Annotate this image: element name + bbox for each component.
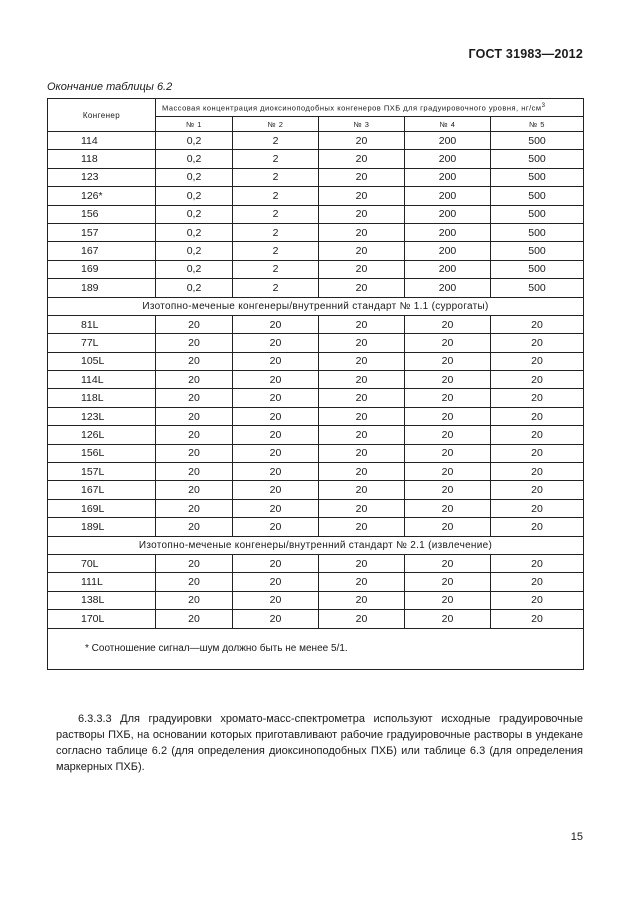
concentration-cell: 20 [233,407,319,425]
concentration-cell: 2 [233,187,319,205]
congener-name: 189 [48,279,156,297]
table-row [48,426,584,444]
footnote: * Соотношение сигнал—шум должно быть не менее 5/1. [48,628,584,669]
footnote-row [48,628,584,669]
concentration-cell: 20 [156,610,233,628]
congener-name: 123L [48,407,156,425]
concentration-cell: 20 [319,591,405,609]
table-row [48,444,584,462]
congener-name: 169 [48,260,156,278]
concentration-cell: 20 [156,371,233,389]
congener-name: 157 [48,223,156,241]
table-row [48,279,584,297]
concentration-cell: 20 [405,407,491,425]
concentration-cell: 2 [233,168,319,186]
concentration-cell: 200 [405,132,491,150]
concentration-cell: 20 [156,444,233,462]
concentration-cell: 20 [156,426,233,444]
concentration-cell: 20 [319,168,405,186]
congener-name: 167 [48,242,156,260]
congener-name: 123 [48,168,156,186]
concentration-cell: 20 [491,426,584,444]
concentration-cell: 20 [319,150,405,168]
concentration-cell: 20 [319,260,405,278]
concentration-cell: 20 [405,426,491,444]
concentration-cell: 20 [233,554,319,572]
table-row [48,315,584,333]
concentration-cell: 200 [405,279,491,297]
section-header-row [48,297,584,315]
concentration-cell: 500 [491,168,584,186]
concentration-cell: 2 [233,242,319,260]
concentration-cell: 20 [233,389,319,407]
concentration-cell: 20 [319,554,405,572]
table-row [48,371,584,389]
congener-name: 170L [48,610,156,628]
concentration-cell: 20 [156,407,233,425]
concentration-cell: 200 [405,242,491,260]
concentration-cell: 20 [319,132,405,150]
concentration-cell: 200 [405,260,491,278]
concentration-cell: 2 [233,260,319,278]
concentration-cell: 20 [405,518,491,536]
concentration-cell: 20 [491,499,584,517]
concentration-cell: 20 [156,573,233,591]
concentration-cell: 20 [233,371,319,389]
concentration-cell: 20 [405,444,491,462]
concentration-cell: 20 [319,334,405,352]
concentration-cell: 20 [491,371,584,389]
concentration-cell: 20 [491,389,584,407]
concentration-cell: 20 [156,334,233,352]
table-row [48,334,584,352]
table-row [48,223,584,241]
column-header-level: № 1 [156,117,233,132]
concentration-cell: 500 [491,187,584,205]
concentration-cell: 20 [319,315,405,333]
concentration-cell: 20 [156,499,233,517]
concentration-cell: 20 [233,352,319,370]
concentration-cell: 20 [319,481,405,499]
congener-name: 77L [48,334,156,352]
concentration-cell: 20 [491,554,584,572]
concentration-cell: 20 [319,463,405,481]
column-header-level: № 3 [319,117,405,132]
concentration-cell: 20 [491,518,584,536]
concentration-cell: 20 [156,591,233,609]
concentration-cell: 20 [319,389,405,407]
concentration-cell: 20 [491,463,584,481]
concentration-cell: 20 [491,352,584,370]
standard-number: ГОСТ 31983—2012 [468,47,583,61]
concentration-cell: 2 [233,223,319,241]
concentration-cell: 500 [491,260,584,278]
concentration-cell: 200 [405,168,491,186]
concentration-cell: 20 [405,499,491,517]
congener-name: 114 [48,132,156,150]
concentration-cell: 20 [233,315,319,333]
page-number: 15 [570,831,583,843]
concentration-cell: 20 [405,481,491,499]
concentration-cell: 20 [405,573,491,591]
concentration-cell: 0,2 [156,242,233,260]
concentration-cell: 20 [491,591,584,609]
concentration-cell: 20 [491,481,584,499]
section-title: Изотопно-меченые конгенеры/внутренний стандарт № 1.1 (суррогаты) [48,297,584,315]
table-row [48,463,584,481]
concentration-cell: 20 [319,407,405,425]
concentration-cell: 0,2 [156,223,233,241]
concentration-cell: 200 [405,187,491,205]
concentration-cell: 20 [156,352,233,370]
concentration-cell: 20 [156,481,233,499]
congener-name: 189L [48,518,156,536]
table-row [48,187,584,205]
concentration-cell: 500 [491,150,584,168]
table-row [48,481,584,499]
table-row [48,554,584,572]
paragraph-6-3-3-3: 6.3.3.3 Для градуировки хромато-масс-спектрометра используют исходные градуировочные растворы ПХБ, на основании которых приготавливают рабочие градуировочные растворы в ундекане согласно таблице 6.2 (для определения диоксиноподобных ПХБ) или таблице 6.3 (для определения маркерных ПХБ). [56,713,583,773]
concentration-cell: 20 [405,315,491,333]
concentration-cell: 20 [233,463,319,481]
concentration-cell: 2 [233,205,319,223]
concentration-cell: 0,2 [156,150,233,168]
congener-name: 156L [48,444,156,462]
concentration-cell: 20 [491,334,584,352]
congener-name: 138L [48,591,156,609]
concentration-cell: 500 [491,242,584,260]
congener-name: 118 [48,150,156,168]
concentration-cell: 20 [233,499,319,517]
concentration-cell: 20 [405,334,491,352]
concentration-cell: 20 [491,315,584,333]
congener-name: 156 [48,205,156,223]
concentration-cell: 0,2 [156,187,233,205]
concentration-cell: 500 [491,205,584,223]
concentration-cell: 20 [491,610,584,628]
section-header-row [48,536,584,554]
concentration-cell: 20 [319,499,405,517]
concentration-cell: 2 [233,279,319,297]
concentration-cell: 20 [405,591,491,609]
concentration-cell: 20 [319,242,405,260]
concentration-cell: 20 [156,389,233,407]
table-row [48,573,584,591]
concentration-cell: 500 [491,132,584,150]
concentration-cell: 0,2 [156,279,233,297]
concentration-cell: 20 [156,554,233,572]
column-header-congener: Конгенер [48,99,156,132]
concentration-cell: 20 [156,463,233,481]
concentration-cell: 2 [233,150,319,168]
concentration-cell: 20 [405,352,491,370]
concentration-cell: 20 [233,481,319,499]
concentration-cell: 20 [233,591,319,609]
table-row [48,205,584,223]
table-row [48,499,584,517]
concentration-cell: 20 [319,187,405,205]
concentration-cell: 20 [405,463,491,481]
congener-name: 105L [48,352,156,370]
column-header-level: № 2 [233,117,319,132]
concentration-cell: 20 [491,573,584,591]
concentration-cell: 200 [405,223,491,241]
table-row [48,407,584,425]
table-row [48,168,584,186]
table-row [48,352,584,370]
concentration-cell: 20 [491,407,584,425]
congener-name: 167L [48,481,156,499]
concentration-cell: 20 [491,444,584,462]
section-title: Изотопно-меченые конгенеры/внутренний стандарт № 2.1 (извлечение) [48,536,584,554]
concentration-cell: 20 [319,444,405,462]
concentration-cell: 20 [319,279,405,297]
concentration-cell: 200 [405,150,491,168]
concentration-cell: 20 [233,573,319,591]
concentration-cell: 20 [319,518,405,536]
congener-name: 81L [48,315,156,333]
concentration-cell: 0,2 [156,205,233,223]
table-row [48,591,584,609]
concentration-cell: 0,2 [156,168,233,186]
concentration-cell: 0,2 [156,132,233,150]
concentration-cell: 20 [405,389,491,407]
group-header: Массовая концентрация диоксиноподобных конгенеров ПХБ для градуировочного уровня, $нг/см^3$ [156,99,584,117]
concentration-cell: 20 [233,610,319,628]
congener-name: 169L [48,499,156,517]
table-caption: Окончание таблицы 6.2 [47,81,173,93]
table-row [48,610,584,628]
congener-name: 114L [48,371,156,389]
congener-name: 126* [48,187,156,205]
concentration-cell: 2 [233,132,319,150]
concentration-cell: 20 [156,315,233,333]
column-header-level: № 4 [405,117,491,132]
congener-name: 70L [48,554,156,572]
table-row [48,389,584,407]
congener-table [47,98,584,670]
concentration-cell: 20 [156,518,233,536]
concentration-cell: 500 [491,279,584,297]
concentration-cell: 20 [405,554,491,572]
concentration-cell: 20 [233,518,319,536]
concentration-cell: 20 [405,371,491,389]
concentration-cell: 0,2 [156,260,233,278]
congener-name: 111L [48,573,156,591]
concentration-cell: 500 [491,223,584,241]
congener-name: 126L [48,426,156,444]
concentration-cell: 20 [319,371,405,389]
congener-name: 157L [48,463,156,481]
table-row [48,260,584,278]
concentration-cell: 20 [233,426,319,444]
concentration-cell: 20 [233,334,319,352]
concentration-cell: 20 [319,205,405,223]
concentration-cell: 20 [233,444,319,462]
table-row [48,132,584,150]
table-row [48,518,584,536]
concentration-cell: 200 [405,205,491,223]
congener-name: 118L [48,389,156,407]
column-header-level: № 5 [491,117,584,132]
concentration-cell: 20 [319,426,405,444]
concentration-cell: 20 [319,223,405,241]
table-row [48,150,584,168]
concentration-cell: 20 [319,352,405,370]
concentration-cell: 20 [319,610,405,628]
table-row [48,242,584,260]
concentration-cell: 20 [319,573,405,591]
concentration-cell: 20 [405,610,491,628]
